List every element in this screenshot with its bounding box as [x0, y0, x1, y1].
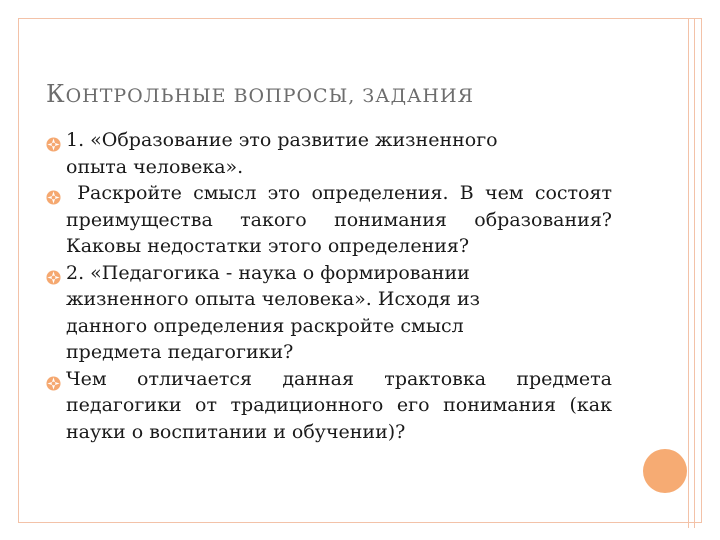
slide-title — [46, 80, 474, 108]
bullet-text: 2. «Педагогика - наука о формировании жизненного опыта человека». Исходя из данного определения раскройте смысл предмета педагогики? — [66, 261, 480, 363]
bullet-text: Раскройте смысл это определения. В чем состоят преимущества такого понимания образования? Каковы недостатки этого определения? — [66, 182, 619, 257]
bullet-item — [46, 260, 546, 366]
frame-line — [694, 18, 695, 528]
compass-star-icon — [46, 133, 61, 148]
decorative-circle — [643, 449, 687, 493]
bullet-list — [46, 127, 619, 445]
compass-star-icon — [46, 372, 61, 387]
bullet-item — [46, 366, 612, 446]
frame-line — [688, 18, 689, 528]
compass-star-icon — [46, 266, 61, 281]
bullet-text: Чем отличается данная трактовка предмета педагогики от традиционного его понимания (как науки о воспитании и обучении)? — [66, 367, 612, 443]
bullet-text: 1. «Образование это развитие жизненного опыта человека». — [66, 129, 498, 178]
title-rest: ОНТРОЛЬНЫЕ ВОПРОСЫ, ЗАДАНИЯ — [65, 85, 474, 107]
title-initial: К — [46, 80, 66, 108]
bullet-item — [46, 127, 546, 180]
compass-star-icon — [46, 186, 61, 201]
bullet-item — [46, 180, 619, 260]
